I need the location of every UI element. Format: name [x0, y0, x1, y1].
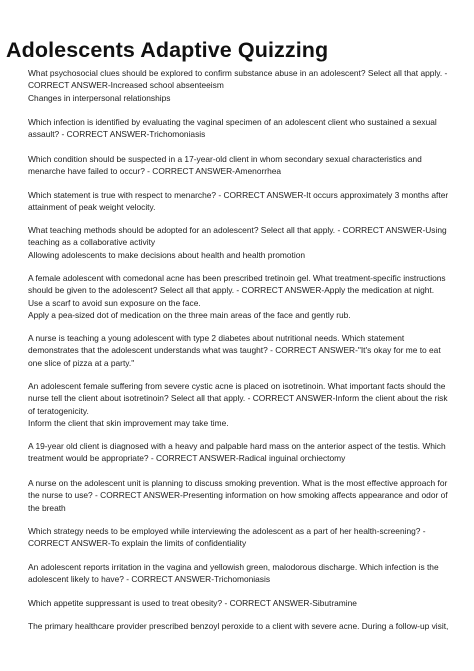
qa-line: one slice of pizza at a party.": [28, 357, 135, 368]
qa-line: Which condition should be suspected in a 17-year-old client in whom secondary sexual characteristics and: [28, 154, 422, 164]
qa-item-1: [28, 67, 471, 104]
qa-item-11: [28, 525, 471, 550]
qa-line: the breath: [28, 502, 66, 513]
qa-line: should be given to the adolescent? Select all that apply. - CORRECT ANSWER-Apply the medication at night.: [28, 285, 435, 296]
qa-line: Allowing adolescents to make decisions about health and health promotion: [28, 249, 306, 260]
qa-item-9: [28, 440, 471, 465]
qa-item-4: [28, 189, 471, 214]
qa-item-5: [28, 224, 471, 261]
qa-item-8: [28, 380, 471, 430]
qa-item-14: [28, 620, 471, 632]
qa-item-7: [28, 332, 471, 369]
qa-line: Which appetite suppressant is used to treat obesity? - CORRECT ANSWER-Sibutramine: [28, 598, 357, 608]
qa-item-13: [28, 597, 471, 609]
qa-line: Which infection is identified by evaluating the vaginal specimen of an adolescent client who sustained a sexual: [28, 117, 437, 127]
qa-line: What psychosocial clues should be explored to confirm substance abuse in an adolescent? Select all that apply. -: [28, 68, 448, 78]
qa-line: attainment of peak weight velocity.: [28, 202, 156, 213]
qa-item-2: [28, 116, 471, 141]
qa-line: A 19-year old client is diagnosed with a heavy and palpable hard mass on the anterior aspect of the testis. Which: [28, 441, 446, 451]
qa-line: adolescent likely to have? - CORRECT ANSWER-Trichomoniasis: [28, 574, 271, 585]
qa-line: Use a scarf to avoid sun exposure on the face.: [28, 297, 201, 308]
qa-line: treatment would be appropriate? - CORRECT ANSWER-Radical inguinal orchiectomy: [28, 453, 346, 464]
qa-line: CORRECT ANSWER-To explain the limits of confidentiality: [28, 538, 247, 549]
qa-line: What teaching methods should be adopted for an adolescent? Select all that apply. - CORRECT ANSWER-Using: [28, 225, 447, 235]
qa-line: A female adolescent with comedonal acne has been prescribed tretinoin gel. What treatment-specific instructions: [28, 273, 446, 283]
qa-line: Inform the client that skin improvement may take time.: [28, 418, 229, 429]
qa-item-12: [28, 561, 471, 586]
qa-line: Apply a pea-sized dot of medication on the three main areas of the face and gently rub.: [28, 310, 351, 321]
qa-line: nurse tell the client about isotretinoin? Select all that apply. - CORRECT ANSWER-Inform the client about the risk: [28, 393, 448, 404]
qa-item-6: [28, 272, 471, 322]
qa-item-10: [28, 477, 471, 514]
qa-line: Which statement is true with respect to menarche? - CORRECT ANSWER-It occurs approximately 3 months after: [28, 190, 449, 200]
qa-line: An adolescent reports irritation in the vagina and yellowish green, malodorous discharge. Which infection is the: [28, 562, 439, 572]
qa-line: menarche have failed to occur? - CORRECT ANSWER-Amenorrhea: [28, 166, 282, 177]
qa-line: A nurse on the adolescent unit is planning to discuss smoking prevention. What is the most effective approach for: [28, 478, 448, 488]
qa-line: An adolescent female suffering from severe cystic acne is placed on isotretinoin. What important facts should the: [28, 381, 446, 391]
document-title: Adolescents Adaptive Quizzing: [6, 38, 329, 62]
qa-line: the nurse to use? - CORRECT ANSWER-Presenting information on how smoking affects appearance and odor of: [28, 490, 448, 501]
qa-line: Changes in interpersonal relationships: [28, 92, 171, 103]
qa-line: CORRECT ANSWER-Increased school absenteeism: [28, 80, 224, 91]
qa-line: teaching as a collaborative activity: [28, 237, 156, 248]
qa-line: assault? - CORRECT ANSWER-Trichomoniasis: [28, 129, 206, 140]
qa-line: Which strategy needs to be employed while interviewing the adolescent as a part of her health-screening? -: [28, 526, 426, 536]
qa-line: demonstrates that the adolescent understands what was taught? - CORRECT ANSWER-"It's okay for me to eat: [28, 345, 441, 356]
qa-item-3: [28, 153, 471, 178]
qa-line: of teratogenicity.: [28, 405, 89, 416]
qa-line: The primary healthcare provider prescribed benzoyl peroxide to a client with severe acne. During a follow-up visit,: [28, 621, 449, 631]
qa-line: A nurse is teaching a young adolescent with type 2 diabetes about nutritional needs. Which statement: [28, 333, 405, 343]
